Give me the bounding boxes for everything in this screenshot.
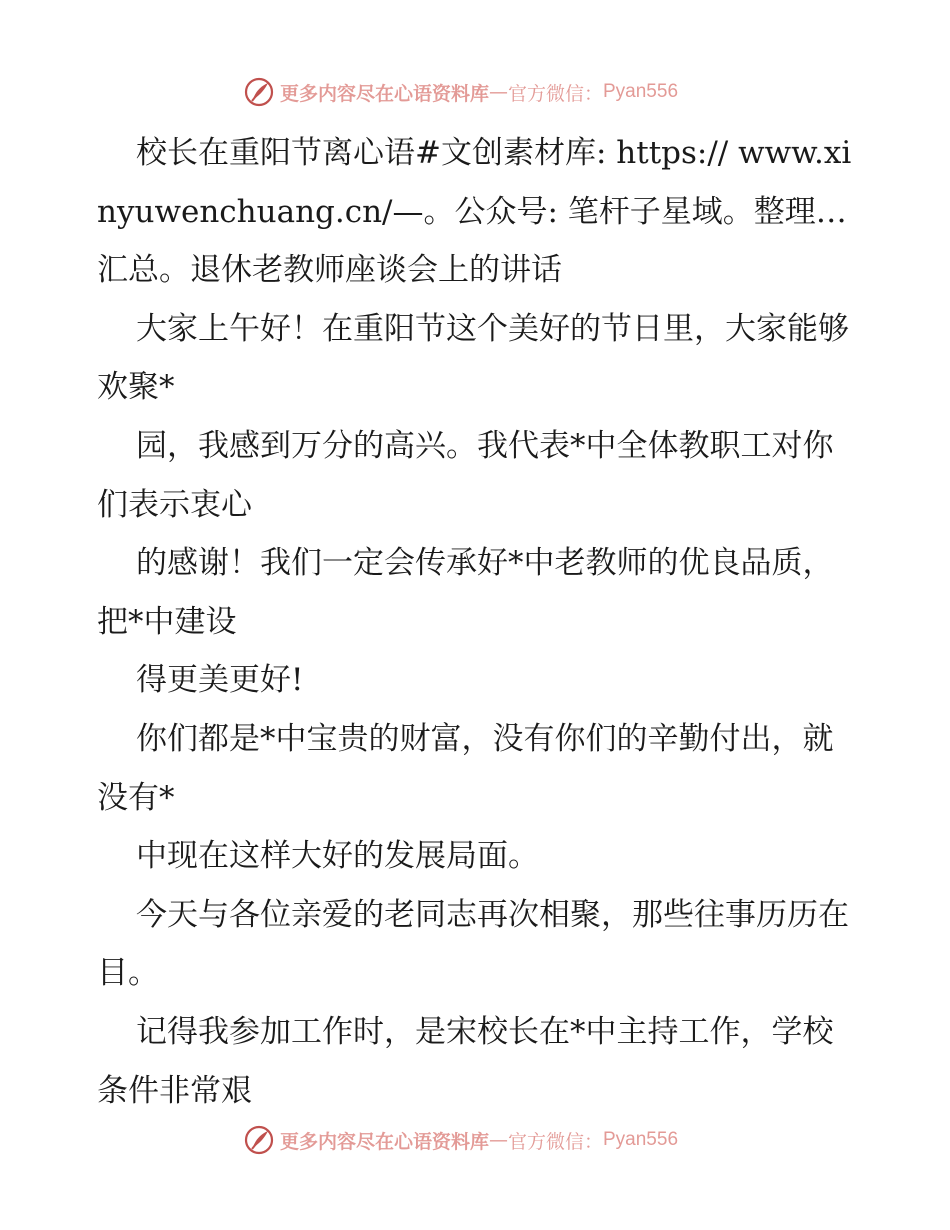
watermark-text: 更多内容尽在心语资料库 <box>279 82 489 105</box>
watermark-dash: — <box>488 81 508 103</box>
paragraph: 得更美更好! <box>136 662 304 699</box>
document-body <box>97 124 857 1120</box>
footer-watermark <box>0 1120 950 1160</box>
watermark-wechat-label: 官方微信： <box>507 1130 603 1153</box>
paragraph: 校长在重阳节离心语#文创素材库: https:// www.xinyuwenchuang.cn/—。公众号: 笔杆子星域。整理…汇总。退休老教师座谈会上的讲话 <box>97 135 852 289</box>
feather-pen-icon <box>244 77 274 107</box>
paragraph: 今天与各位亲爱的老同志再次相聚，那些往事历历在目。 <box>97 896 849 992</box>
watermark-wechat-id: Pyan556 <box>603 1129 679 1150</box>
watermark-wechat-id: Pyan556 <box>603 81 679 102</box>
watermark-wechat-label: 官方微信： <box>507 82 603 105</box>
paragraph: 中现在这样大好的发展局面。 <box>136 838 539 875</box>
header-watermark <box>0 72 950 112</box>
feather-pen-icon <box>244 1125 274 1155</box>
paragraph: 大家上午好！在重阳节这个美好的节日里，大家能够欢聚* <box>97 310 849 406</box>
watermark-text: 更多内容尽在心语资料库 <box>279 1130 489 1153</box>
paragraph: 园，我感到万分的高兴。我代表*中全体教职工对你们表示衷心 <box>97 427 834 523</box>
watermark-dash: — <box>488 1129 508 1151</box>
paragraph: 你们都是*中宝贵的财富，没有你们的辛勤付出，就没有* <box>97 720 834 816</box>
paragraph: 记得我参加工作时，是宋校长在*中主持工作，学校条件非常艰 <box>97 1013 834 1109</box>
paragraph: 的感谢！我们一定会传承好*中老教师的优良品质，把*中建设 <box>97 545 834 640</box>
